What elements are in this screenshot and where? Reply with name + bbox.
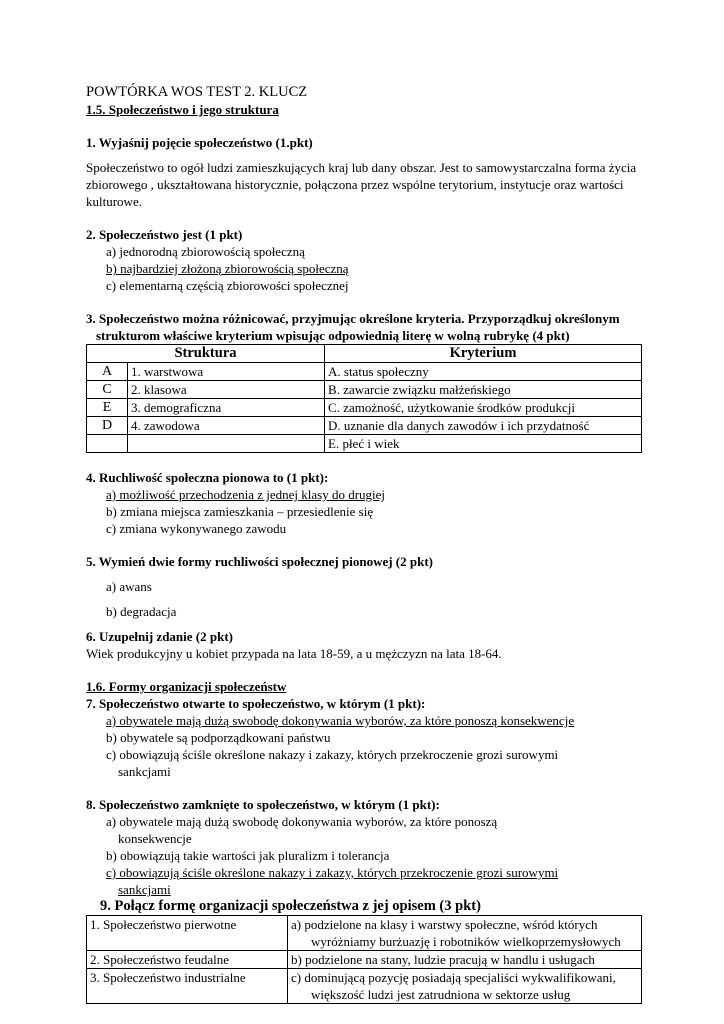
question-7: 7. Społeczeństwo otwarte to społeczeństwo, w którym (1 pkt):: [86, 696, 426, 711]
question-2: 2. Społeczeństwo jest (1 pkt): [86, 227, 243, 242]
structure-criterion-table: [86, 344, 642, 453]
section-heading-1-6: 1.6. Formy organizacji społeczeństw: [86, 679, 287, 694]
answer-5a: a) awans: [106, 579, 152, 594]
question-5: 5. Wymień dwie formy ruchliwości społecznej pionowej (2 pkt): [86, 554, 434, 569]
question-4: 4. Ruchliwość społeczna pionowa to (1 pkt):: [86, 470, 329, 485]
criterion-cell: A. status społeczny: [325, 363, 642, 381]
answer-letter: D: [87, 417, 128, 435]
description-line-cont: wyróżniamy burżuazję i robotników wielkoprzemysłowych: [311, 934, 621, 949]
table-row: [87, 399, 642, 417]
criterion-cell: B. zawarcie związku małżeńskiego: [325, 381, 642, 399]
answer-letter: [87, 435, 128, 453]
option-8b: b) obowiązują takie wartości jak pluralizm i tolerancja: [106, 848, 390, 863]
society-forms-table: [86, 915, 642, 1004]
structure-cell: 2. klasowa: [128, 381, 325, 399]
question-3-line2: strukturom właściwe kryterium wpisując odpowiednią literę w wolną rubrykę (4 pkt): [96, 328, 570, 343]
table-row: [87, 417, 642, 435]
table-row: [87, 969, 642, 1004]
question-3-line1: 3. Społeczeństwo można różnicować, przyjmując określone kryteria. Przyporządkuj określonym: [86, 311, 620, 326]
question-1: 1. Wyjaśnij pojęcie społeczeństwo (1.pkt): [86, 135, 313, 150]
criterion-cell: C. zamożność, użytkowanie środków produkcji: [325, 399, 642, 417]
answer-letter: C: [87, 381, 128, 399]
answer-6: Wiek produkcyjny u kobiet przypada na lata 18-59, a u mężczyzn na lata 18-64.: [86, 646, 502, 661]
option-2a: a) jednorodną zbiorowością społeczną: [106, 244, 305, 259]
option-7c: c) obowiązują ściśle określone nakazy i zakazy, których przekroczenie grozi surowymi: [106, 747, 559, 762]
header-structure: Struktura: [87, 345, 325, 363]
table-row: [87, 363, 642, 381]
option-7b: b) obywatele są podporządkowani państwu: [106, 730, 331, 745]
answer-letter: A: [87, 363, 128, 381]
option-2c: c) elementarną częścią zbiorowości społecznej: [106, 278, 349, 293]
table-row: [87, 435, 642, 453]
description-line: b) podzielone na stany, ludzie pracują w handlu i usługach: [291, 952, 595, 967]
option-4a-correct: a) możliwość przechodzenia z jednej klasy do drugiej: [106, 487, 386, 502]
question-9: 9. Połącz formę organizacji społeczeństwa z jej opisem (3 pkt): [100, 898, 481, 914]
description-cell: [288, 951, 642, 969]
form-cell: 2. Społeczeństwo feudalne: [87, 951, 288, 969]
answer-letter: E: [87, 399, 128, 417]
table-row: [87, 381, 642, 399]
document-page: [86, 84, 646, 1004]
option-7a-correct: a) obywatele mają dużą swobodę dokonywania wyborów, za które ponoszą konsekwencje: [106, 713, 575, 728]
question-6: 6. Uzupełnij zdanie (2 pkt): [86, 629, 233, 644]
option-4c: c) zmiana wykonywanego zawodu: [106, 521, 287, 536]
structure-cell: 1. warstwowa: [128, 363, 325, 381]
option-4b: b) zmiana miejsca zamieszkania – przesiedlenie się: [106, 504, 374, 519]
header-criterion: Kryterium: [325, 345, 642, 363]
form-cell: 1. Społeczeństwo pierwotne: [87, 916, 288, 951]
option-8a: a) obywatele mają dużą swobodę dokonywania wyborów, za które ponoszą: [106, 814, 498, 829]
structure-cell: [128, 435, 325, 453]
section-heading-1-5: 1.5. Społeczeństwo i jego struktura: [86, 102, 279, 117]
description-cell: [288, 969, 642, 1004]
description-line: c) dominującą pozycję posiadają specjaliści wykwalifikowani,: [291, 970, 616, 985]
question-8: 8. Społeczeństwo zamknięte to społeczeństwo, w którym (1 pkt):: [86, 797, 440, 812]
criterion-cell: E. płeć i wiek: [325, 435, 642, 453]
table-row: [87, 951, 642, 969]
option-8c-correct: c) obowiązują ściśle określone nakazy i zakazy, których przekroczenie grozi surowymi: [106, 865, 559, 880]
description-line: a) podzielone na klasy i warstwy społeczne, wśród których: [291, 917, 598, 932]
table-row: [87, 916, 642, 951]
option-2b-correct: b) najbardziej złożoną zbiorowością społeczną: [106, 261, 349, 276]
structure-cell: 4. zawodowa: [128, 417, 325, 435]
answer-1: Społeczeństwo to ogół ludzi zamieszkujących kraj lub dany obszar. Jest to samowystarczalna forma życia zbiorowego , ukształtowana historycznie, połączona przez wspólne terytorium, instytucje oraz wartości kulturowe.: [86, 160, 637, 209]
criterion-cell: D. uznanie dla danych zawodów i ich przydatność: [325, 417, 642, 435]
document-title: POWTÓRKA WOS TEST 2. KLUCZ: [86, 84, 308, 100]
option-8c-cont: sankcjami: [118, 882, 171, 897]
option-7c-cont: sankcjami: [118, 764, 171, 779]
answer-5b: b) degradacja: [106, 604, 177, 619]
description-cell: [288, 916, 642, 951]
structure-cell: 3. demograficzna: [128, 399, 325, 417]
description-line-cont: większość ludzi jest zatrudniona w sektorze usług: [311, 987, 571, 1002]
option-8a-cont: konsekwencje: [118, 831, 192, 846]
form-cell: 3. Społeczeństwo industrialne: [87, 969, 288, 1004]
